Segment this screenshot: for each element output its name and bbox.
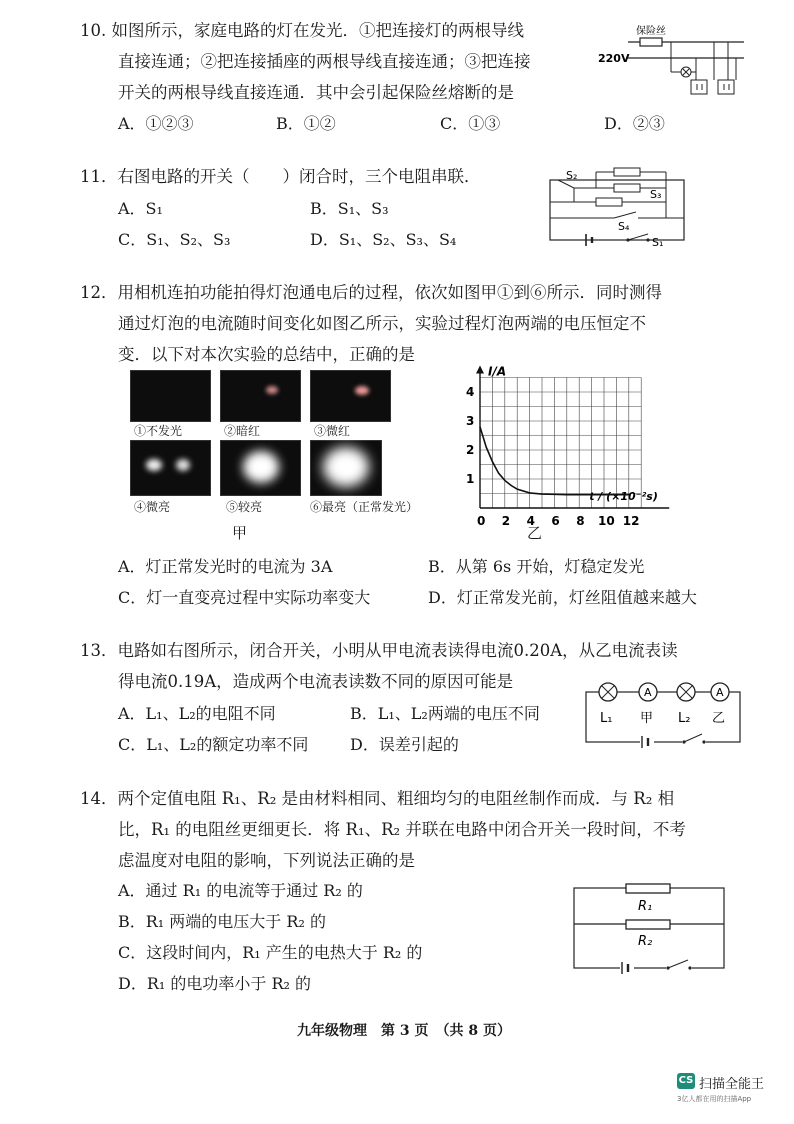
q11-option-c: C．S₁、S₂、S₃ [118,230,231,249]
y-axis-title: I/A [488,364,507,379]
q10-option-b: B．①② [276,114,336,133]
q13-line-2: 得电流0.19A，造成两个电流表读数不同的原因可能是 [118,672,514,691]
current-time-chart [440,360,752,530]
q11-option-b: B．S₁、S₃ [310,199,389,218]
q12-option-b: B．从第 6s 开始，灯稳定发光 [428,557,645,576]
q11-line-1: 11．右图电路的开关（ ）闭合时，三个电阻串联． [80,167,481,186]
q10-household-circuit-diagram [596,20,746,100]
q10-line-2: 直接连通；②把连接插座的两根导线直接连通；③把连接 [118,52,531,71]
q12-option-a: A．灯正常发光时的电流为 3A [118,557,333,576]
label-r2: R₂ [638,934,653,949]
q13-series-circuit-diagram [582,680,744,750]
photo-1 [130,370,211,422]
socket-symbol-2 [718,80,734,94]
label-l1: L₁ [600,711,613,726]
voltage-label: 220V [598,52,630,65]
resistor-r2 [626,920,670,929]
q11-option-a: A．S₁ [118,199,163,218]
photo-caption-2: ②暗红 [224,424,261,438]
q14-option-d: D．R₁ 的电功率小于 R₂ 的 [118,974,312,993]
y-tick-label: 3 [466,414,475,428]
photo-4 [130,440,211,496]
photo-caption-3: ③微红 [314,424,351,438]
q12-line-1: 12．用相机连拍功能拍得灯泡通电后的过程，依次如图甲①到⑥所示．同时测得 [80,283,662,302]
q13-option-d: D．误差引起的 [350,735,459,754]
q14-line-2: 比，R₁ 的电阻丝更细更长．将 R₁、R₂ 并联在电路中闭合开关一段时间，不考 [118,820,686,839]
x-tick-label: 12 [622,514,640,528]
ammeter-yi-icon [711,683,729,701]
resistor-r1 [626,884,670,893]
q12-line-3: 变．以下对本次实验的总结中，正确的是 [118,345,415,364]
photo-6 [310,440,382,496]
figure-label-jia: 甲 [232,524,248,542]
scanner-badge-subtext: 3亿人都在用的扫描App [677,1095,752,1103]
x-tick-label: 6 [551,514,560,528]
q10-option-d: D．②③ [604,114,665,133]
photo-caption-4: ④微亮 [134,500,171,514]
q14-line-1: 14．两个定值电阻 R₁、R₂ 是由材料相同、粗细均匀的电阻丝制作而成．与 R₂ 相 [80,789,675,808]
q10-line-3: 开关的两根导线直接连通．其中会引起保险丝熔断的是 [118,83,514,102]
scanner-logo-icon: CS [677,1073,695,1089]
q12-option-c: C．灯一直变亮过程中实际功率变大 [118,588,371,607]
svg-text:A: A [644,686,652,699]
photo-3 [310,370,391,422]
q12-line-2: 通过灯泡的电流随时间变化如图乙所示，实验过程灯泡两端的电压恒定不 [118,314,646,333]
label-yi: 乙 [712,711,726,726]
q14-option-c: C．这段时间内，R₁ 产生的电热大于 R₂ 的 [118,943,423,962]
label-r1: R₁ [638,899,653,914]
switch-label-s3: S₃ [650,188,662,201]
q12-option-d: D．灯正常发光前，灯丝阻值越来越大 [428,588,697,607]
q14-option-a: A．通过 R₁ 的电流等于通过 R₂ 的 [118,881,363,900]
ammeter-jia-icon [639,683,657,701]
q13-option-b: B．L₁、L₂两端的电压不同 [350,704,540,723]
x-tick-label: 8 [576,514,585,528]
q13-option-c: C．L₁、L₂的额定功率不同 [118,735,309,754]
x-tick-label: 10 [598,514,615,528]
label-l2: L₂ [678,711,691,726]
photo-caption-5: ⑤较亮 [226,500,263,514]
lamp-l1-icon [599,683,617,701]
scanner-badge-text: 扫描全能王 [699,1077,765,1092]
svg-text:A: A [716,686,724,699]
q10-line-1: 10. 如图所示，家庭电路的灯在发光．①把连接灯的两根导线 [80,21,524,40]
q10-option-c: C．①③ [440,114,501,133]
q11-option-d: D．S₁、S₂、S₃、S₄ [310,230,457,249]
x-tick-label: 4 [526,514,535,528]
x-axis-title: t / (×10⁻²s) [589,490,658,503]
fuse-label: 保险丝 [636,26,666,37]
photo-caption-1: ①不发光 [134,424,183,438]
y-tick-label: 1 [466,472,475,486]
q14-line-3: 虑温度对电阻的影响，下列说法正确的是 [118,851,415,870]
lamp-l2-icon [677,683,695,701]
label-jia: 甲 [640,711,654,726]
switch-label-s1: S₁ [652,236,664,248]
q10-option-a: A．①②③ [118,114,194,133]
fuse-symbol [640,38,662,46]
figure-label-yi: 乙 [527,524,543,542]
photo-2 [220,370,301,422]
y-tick-label: 4 [466,385,475,399]
q14-option-b: B．R₁ 两端的电压大于 R₂ 的 [118,912,326,931]
q13-option-a: A．L₁、L₂的电阻不同 [118,704,276,723]
switch-label-s4: S₄ [618,220,630,233]
q13-line-1: 13．电路如右图所示，闭合开关，小明从甲电流表读得电流0.20A，从乙电流表读 [80,641,678,660]
q11-circuit-diagram [544,162,690,248]
switch-label-s2: S₂ [566,169,578,182]
y-tick-label: 2 [466,443,475,457]
y-axis-arrow [476,366,484,374]
socket-symbol-1 [691,80,707,94]
page-footer: 九年级物理 第 3 页 （共 8 页） [297,1023,511,1039]
x-tick-label: 2 [501,514,511,528]
x-tick-label: 0 [477,514,486,528]
photo-5 [220,440,301,496]
q14-parallel-circuit-diagram [570,878,730,974]
photo-caption-6: ⑥最亮（正常发光） [310,500,419,514]
